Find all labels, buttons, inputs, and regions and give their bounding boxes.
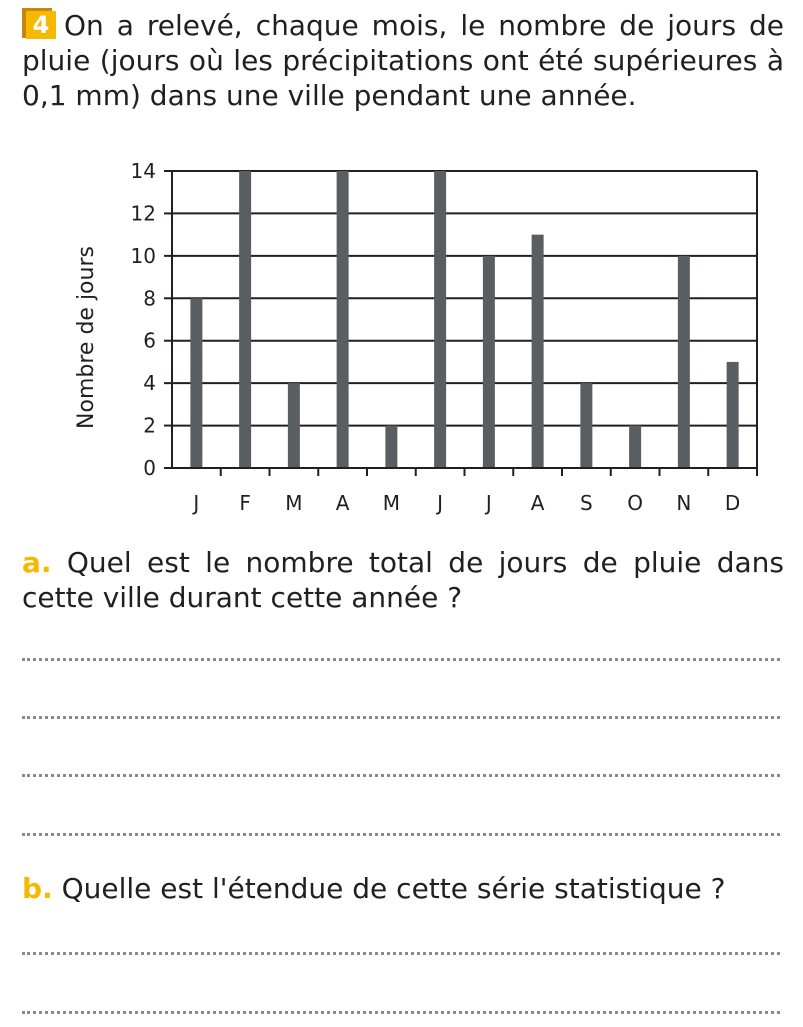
answer-line-b-1[interactable] — [22, 952, 780, 955]
bar — [532, 235, 544, 468]
x-tick-label: D — [724, 491, 741, 515]
x-tick-label: M — [382, 491, 401, 515]
x-tick-label: J — [193, 491, 200, 515]
x-tick-label: S — [580, 491, 593, 515]
answer-line-a-4[interactable] — [22, 833, 780, 836]
answer-line-a-2[interactable] — [22, 716, 780, 719]
bar — [678, 256, 690, 468]
answer-line-a-1[interactable] — [22, 658, 780, 661]
question-a — [22, 545, 784, 615]
y-tick-label: 2 — [143, 413, 156, 438]
answer-line-a-3[interactable] — [22, 774, 780, 777]
y-tick-label: 6 — [143, 328, 156, 353]
y-tick-label: 12 — [130, 201, 156, 226]
question-b — [22, 871, 784, 906]
rain-days-bar-chart — [0, 150, 803, 530]
bar — [580, 383, 592, 468]
bar — [385, 426, 397, 468]
y-tick-label: 14 — [130, 159, 156, 183]
bar — [239, 171, 251, 468]
bar — [727, 362, 739, 468]
exercise-statement — [22, 8, 784, 113]
exercise-number-badge — [22, 8, 56, 38]
y-axis-title: Nombre de jours — [74, 246, 99, 429]
y-tick-label: 4 — [143, 371, 156, 396]
x-tick-label: O — [627, 491, 643, 515]
answer-line-b-2[interactable] — [22, 1011, 780, 1014]
x-tick-label: J — [485, 491, 492, 515]
question-a-letter: a. — [22, 546, 52, 579]
bar — [337, 171, 349, 468]
x-tick-label: J — [437, 491, 444, 515]
bar — [483, 256, 495, 468]
question-b-text: Quelle est l'étendue de cette série statistique ? — [61, 872, 726, 905]
bar — [190, 298, 202, 468]
y-tick-label: 8 — [143, 286, 156, 311]
x-tick-label: N — [676, 491, 692, 515]
question-b-letter: b. — [22, 872, 53, 905]
y-tick-label: 0 — [143, 456, 156, 480]
bar — [288, 383, 300, 468]
question-a-text: Quel est le nombre total de jours de pluie dans cette ville durant cette année ? — [22, 546, 785, 614]
x-tick-label: M — [285, 491, 303, 515]
x-tick-label: A — [530, 491, 545, 515]
exercise-text: On a relevé, chaque mois, le nombre de jours de pluie (jours où les précipitations ont été supérieures à 0,1 mm) dans une ville pendant une année. — [22, 9, 784, 112]
bar — [434, 171, 446, 468]
x-tick-label: F — [239, 491, 251, 515]
x-tick-label: A — [335, 491, 350, 515]
y-tick-label: 10 — [130, 243, 156, 268]
bar — [629, 426, 641, 468]
exercise-number: 4 — [26, 11, 56, 39]
